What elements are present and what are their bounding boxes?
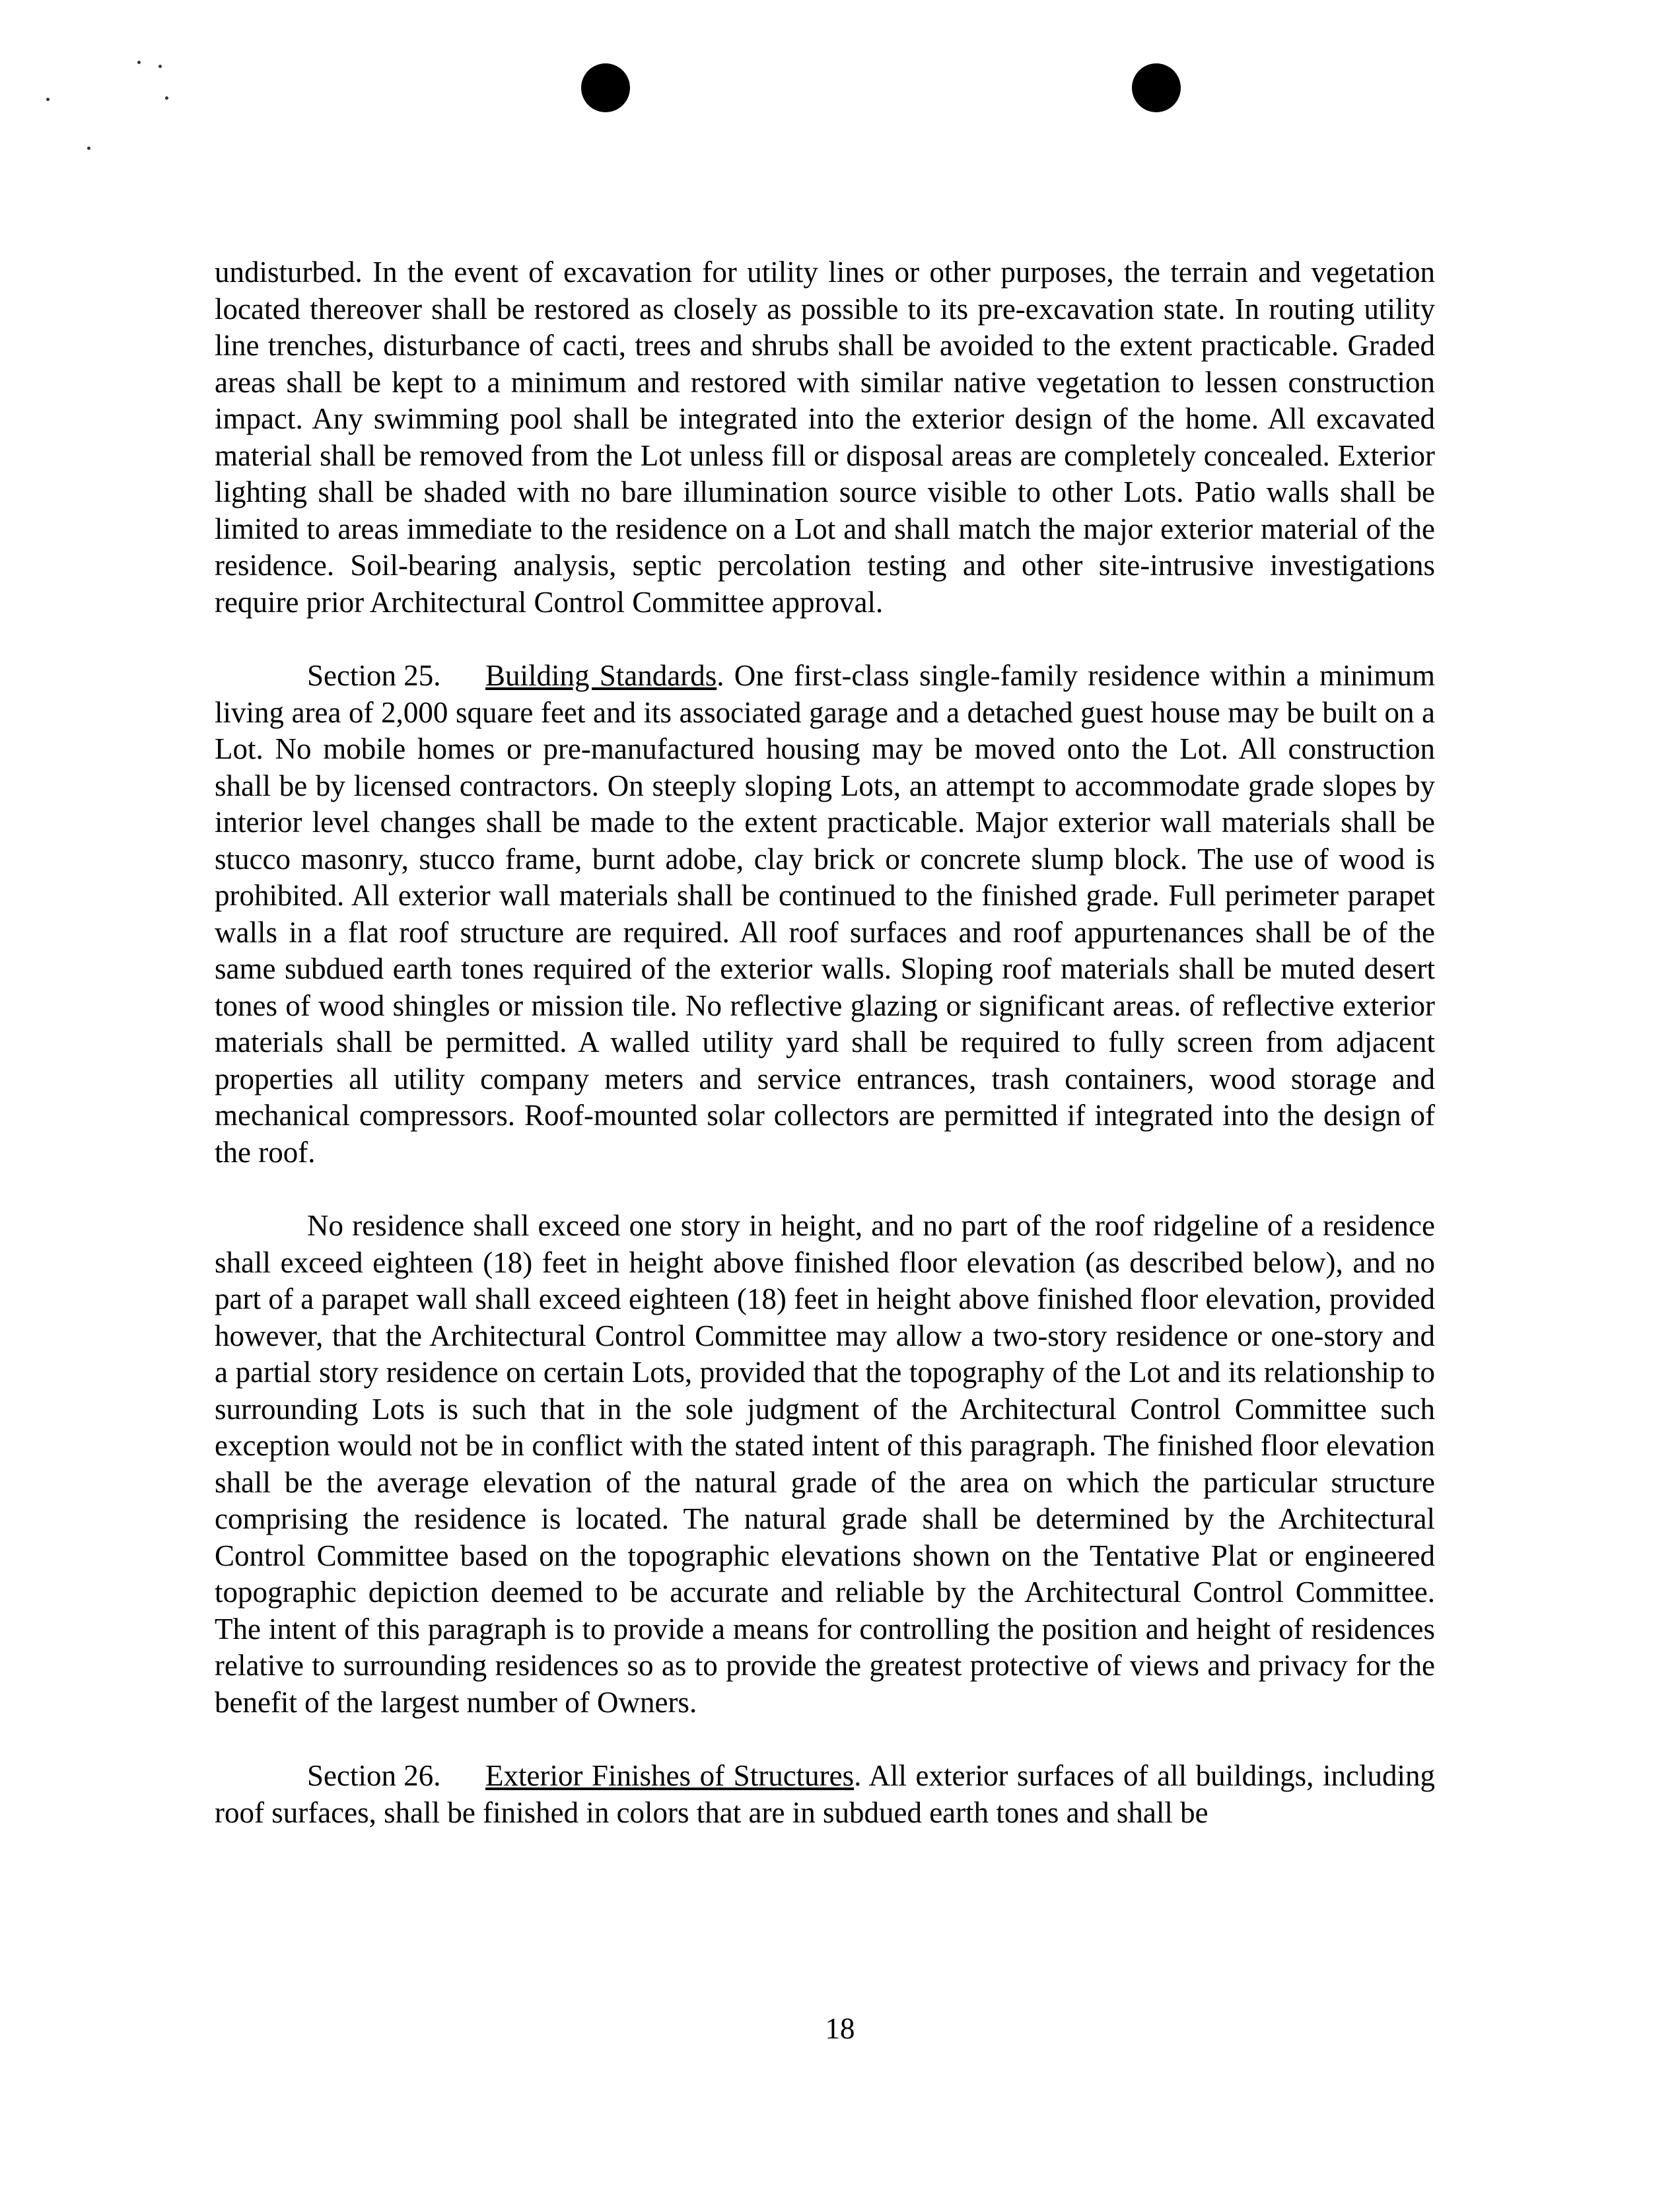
- scan-speck: [46, 98, 50, 101]
- punch-hole-left: [581, 63, 630, 112]
- section-title: Building Standards: [485, 659, 717, 692]
- section-body: . One first-class single-family residence within a minimum living area of 2,000 square feet and its associated garage and a detached guest house may be built on a Lot. No mobile homes or pre-manufactured housing may be moved onto the Lot. All construction shall be by licensed contractors. On steeply sloping Lots, an attempt to accommodate grade slopes by interior level changes shall be made to the extent practicable. Major exterior wall materials shall be stucco masonry, stucco frame, burnt adobe, clay brick or concrete slump block. The use of wood is prohibited. All exterior wall materials shall be continued to the finished grade. Full perimeter parapet walls in a flat roof structure are required. All roof surfaces and roof appurtenances shall be of the same subdued earth tones required of the exterior walls. Sloping roof materials shall be muted desert tones of wood shingles or mission tile. No reflective glazing or significant areas. of reflective exterior materials shall be permitted. A walled utility yard shall be required to fully screen from adjacent properties all utility company meters and service entrances, trash containers, wood storage and mechanical compressors. Roof-mounted solar collectors are permitted if integrated into the design of the roof.: [215, 659, 1435, 1169]
- section-title: Exterior Finishes of Structures: [485, 1759, 855, 1792]
- scan-speck: [165, 96, 168, 100]
- paragraph-continuation: undisturbed. In the event of excavation for utility lines or other purposes, the terrain and vegetation located thereover shall be restored as closely as possible to its pre-excavation state. In routing utility line trenches, disturbance of cacti, trees and shrubs shall be avoided to the extent practicable. Graded areas shall be kept to a minimum and restored with similar native vegetation to lessen construction impact. Any swimming pool shall be integrated into the exterior design of the home. All excavated material shall be removed from the Lot unless fill or disposal areas are completely concealed. Exterior lighting shall be shaded with no bare illumination source visible to other Lots. Patio walls shall be limited to areas immediate to the residence on a Lot and shall match the major exterior material of the residence. Soil-bearing analysis, septic percolation testing and other site-intrusive investigations require prior Architectural Control Committee approval.: [215, 256, 1435, 619]
- paragraph-section-26: [215, 1758, 1435, 1831]
- scan-speck: [158, 65, 162, 68]
- paragraph-height-limits: No residence shall exceed one story in height, and no part of the roof ridgeline of a residence shall exceed eighteen (18) feet in height above finished floor elevation (as described below), and no part of a parapet wall shall exceed eighteen (18) feet in height above finished floor elevation, provided however, that the Architectural Control Committee may allow a two-story residence or one-story and a partial story residence on certain Lots, provided that the topography of the Lot and its relationship to surrounding Lots is such that in the sole judgment of the Architectural Control Committee such exception would not be in conflict with the stated intent of this paragraph. The finished floor elevation shall be the average elevation of the natural grade of the area on which the particular structure comprising the residence is located. The natural grade shall be determined by the Architectural Control Committee based on the topographic elevations shown on the Tentative Plat or engineered topographic depiction deemed to be accurate and reliable by the Architectural Control Committee. The intent of this paragraph is to provide a means for controlling the position and height of residences relative to surrounding residences so as to provide the greatest protective of views and privacy for the benefit of the largest number of Owners.: [215, 1209, 1435, 1719]
- scan-speck: [87, 147, 90, 150]
- page-number: 18: [825, 2012, 855, 2045]
- scan-speck: [137, 61, 141, 64]
- section-label: Section 25.: [307, 659, 441, 692]
- section-label: Section 26.: [307, 1759, 441, 1792]
- paragraph-section-25: [215, 658, 1435, 1171]
- document-body: [215, 254, 1435, 1831]
- punch-hole-right: [1132, 63, 1181, 112]
- section-body: . All exterior surfaces of all buildings, including roof surfaces, shall be finished in colors that are in subdued earth tones and shall be: [215, 1759, 1435, 1829]
